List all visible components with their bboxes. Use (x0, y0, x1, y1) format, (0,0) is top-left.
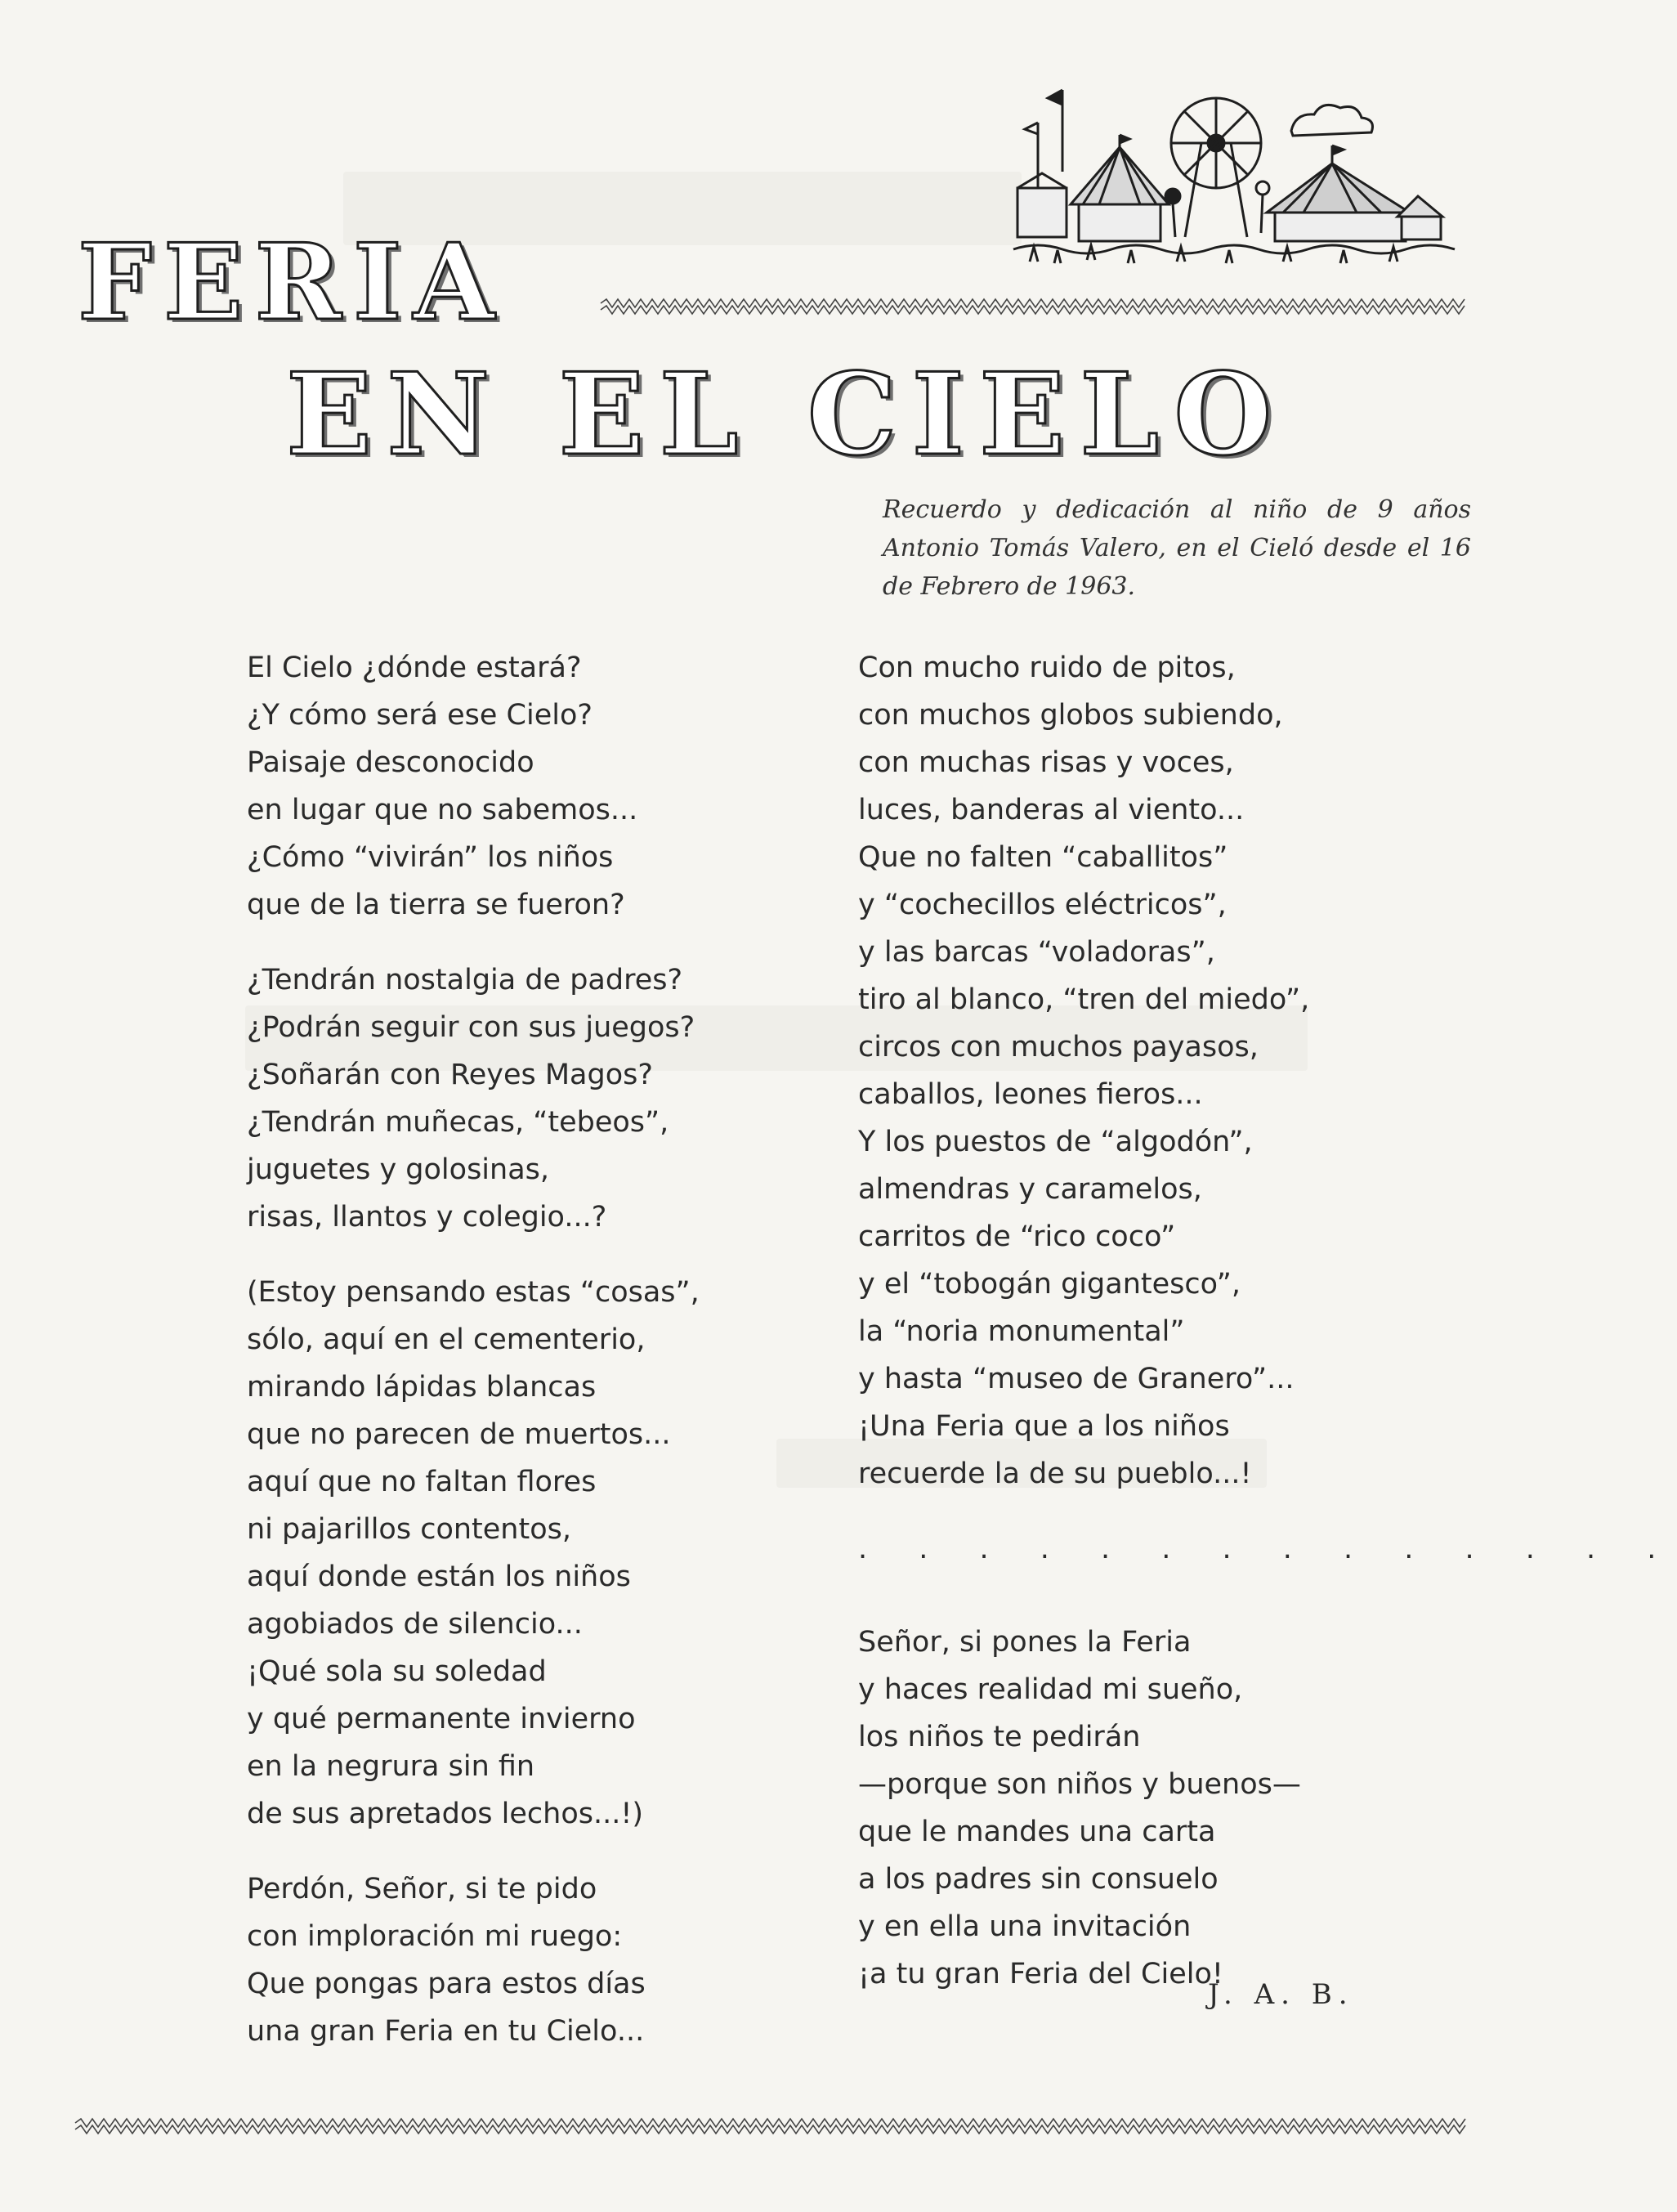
poem-line: ¡Qué sola su soledad (247, 1655, 547, 1688)
poem-line: Que pongas para estos días (247, 1968, 646, 2000)
poem-line: —porque son niños y buenos— (858, 1768, 1301, 1801)
poem-stanza (247, 1269, 770, 1838)
poem-line: Señor, si pones la Feria (858, 1626, 1192, 1659)
poem-line: una gran Feria en tu Cielo... (247, 2015, 645, 2048)
poem-line: Perdón, Señor, si te pido (247, 1873, 597, 1905)
poem-line: a los padres sin consuelo (858, 1863, 1219, 1896)
poem-stanza (247, 956, 770, 1241)
poem-line: ¿Cómo “vivirán” los niños (247, 841, 614, 874)
poem-line: y qué permanente invierno (247, 1703, 636, 1735)
poem-line: ni pajarillos contentos, (247, 1513, 571, 1546)
poem-line: la “noria monumental” (858, 1315, 1185, 1348)
poem-line: ¡Una Feria que a los niños (858, 1410, 1230, 1443)
poem-stanza (247, 644, 770, 929)
poem-line: agobiados de silencio... (247, 1608, 583, 1641)
dedication-note: Recuerdo y dedicación al niño de 9 años Antonio Tomás Valero, en el Cieló desde el 16 de Febrero de 1963. (883, 495, 1471, 601)
poem-left-column (247, 644, 770, 2083)
poem-line: carritos de “rico coco” (858, 1220, 1176, 1253)
poem-line: ¿Tendrán muñecas, “tebeos”, (247, 1106, 669, 1139)
poem-line: y “cochecillos eléctricos”, (858, 889, 1227, 921)
title-zigzag-divider (601, 296, 1467, 317)
poem-stanza (247, 1865, 770, 2055)
poem-line: y el “tobogán gigantesco”, (858, 1268, 1241, 1301)
poem-line: circos con muchos payasos, (858, 1031, 1259, 1063)
poem-line: y en ella una invitación (858, 1910, 1192, 1943)
poem-line: ¿Tendrán nostalgia de padres? (247, 964, 683, 996)
poem-line: Con mucho ruido de pitos, (858, 652, 1236, 684)
page-title-line-1: FERIA (78, 222, 506, 344)
poem-right-column (858, 644, 1677, 2026)
stanza-separator: . . . . . . . . . . . . . . (858, 1533, 1677, 1565)
poem-stanza-final (858, 1619, 1381, 1998)
poem-line: juguetes y golosinas, (247, 1153, 550, 1186)
poem-line: ¿Y cómo será ese Cielo? (247, 699, 593, 732)
poem-line: Paisaje desconocido (247, 746, 534, 779)
poem-line: de sus apretados lechos...!) (247, 1798, 644, 1830)
poem-line: que le mandes una carta (858, 1816, 1216, 1848)
poem-line: aquí donde están los niños (247, 1560, 631, 1593)
poem-line: ¡a tu gran Feria del Cielo! (858, 1958, 1223, 1990)
poem-line: ¿Podrán seguir con sus juegos? (247, 1011, 695, 1044)
poem-line: almendras y caramelos, (858, 1173, 1202, 1206)
poem-line: con imploración mi ruego: (247, 1920, 623, 1953)
page-title-line-2: EN EL CIELO (286, 347, 1287, 481)
poem-line: y haces realidad mi sueño, (858, 1673, 1243, 1706)
poem-line: risas, llantos y colegio...? (247, 1201, 607, 1234)
poem-line: aquí que no faltan flores (247, 1466, 597, 1498)
poem-line: luces, banderas al viento... (858, 794, 1245, 826)
bottom-zigzag-divider (75, 2116, 1469, 2137)
poem-line: recuerde la de su pueblo...! (858, 1458, 1252, 1490)
poem-line: ¿Soñarán con Reyes Magos? (247, 1059, 653, 1091)
poem-line: El Cielo ¿dónde estará? (247, 652, 582, 684)
poem-line: que de la tierra se fueron? (247, 889, 625, 921)
poem-line: los niños te pedirán (858, 1721, 1141, 1753)
poem-line: mirando lápidas blancas (247, 1371, 597, 1404)
fairground-illustration-icon (1013, 74, 1455, 278)
poem-line: y las barcas “voladoras”, (858, 936, 1215, 969)
poem-line: y hasta “museo de Granero”... (858, 1363, 1295, 1395)
poem-line: caballos, leones fieros... (858, 1078, 1203, 1111)
poem-line: que no parecen de muertos... (247, 1418, 671, 1451)
poem-line: (Estoy pensando estas “cosas”, (247, 1276, 700, 1309)
poem-line: Que no falten “caballitos” (858, 841, 1228, 874)
poem-line: Y los puestos de “algodón”, (858, 1126, 1253, 1158)
poem-line: sólo, aquí en el cementerio, (247, 1323, 646, 1356)
poem-line: con muchos globos subiendo, (858, 699, 1283, 732)
poem-line: tiro al blanco, “tren del miedo”, (858, 983, 1310, 1016)
poem-line: en la negrura sin fin (247, 1750, 535, 1783)
author-signature: J. A. B. (1208, 1978, 1354, 2011)
poem-line: con muchas risas y voces, (858, 746, 1234, 779)
poem-line: en lugar que no sabemos... (247, 794, 638, 826)
poem-stanza (858, 644, 1381, 1498)
